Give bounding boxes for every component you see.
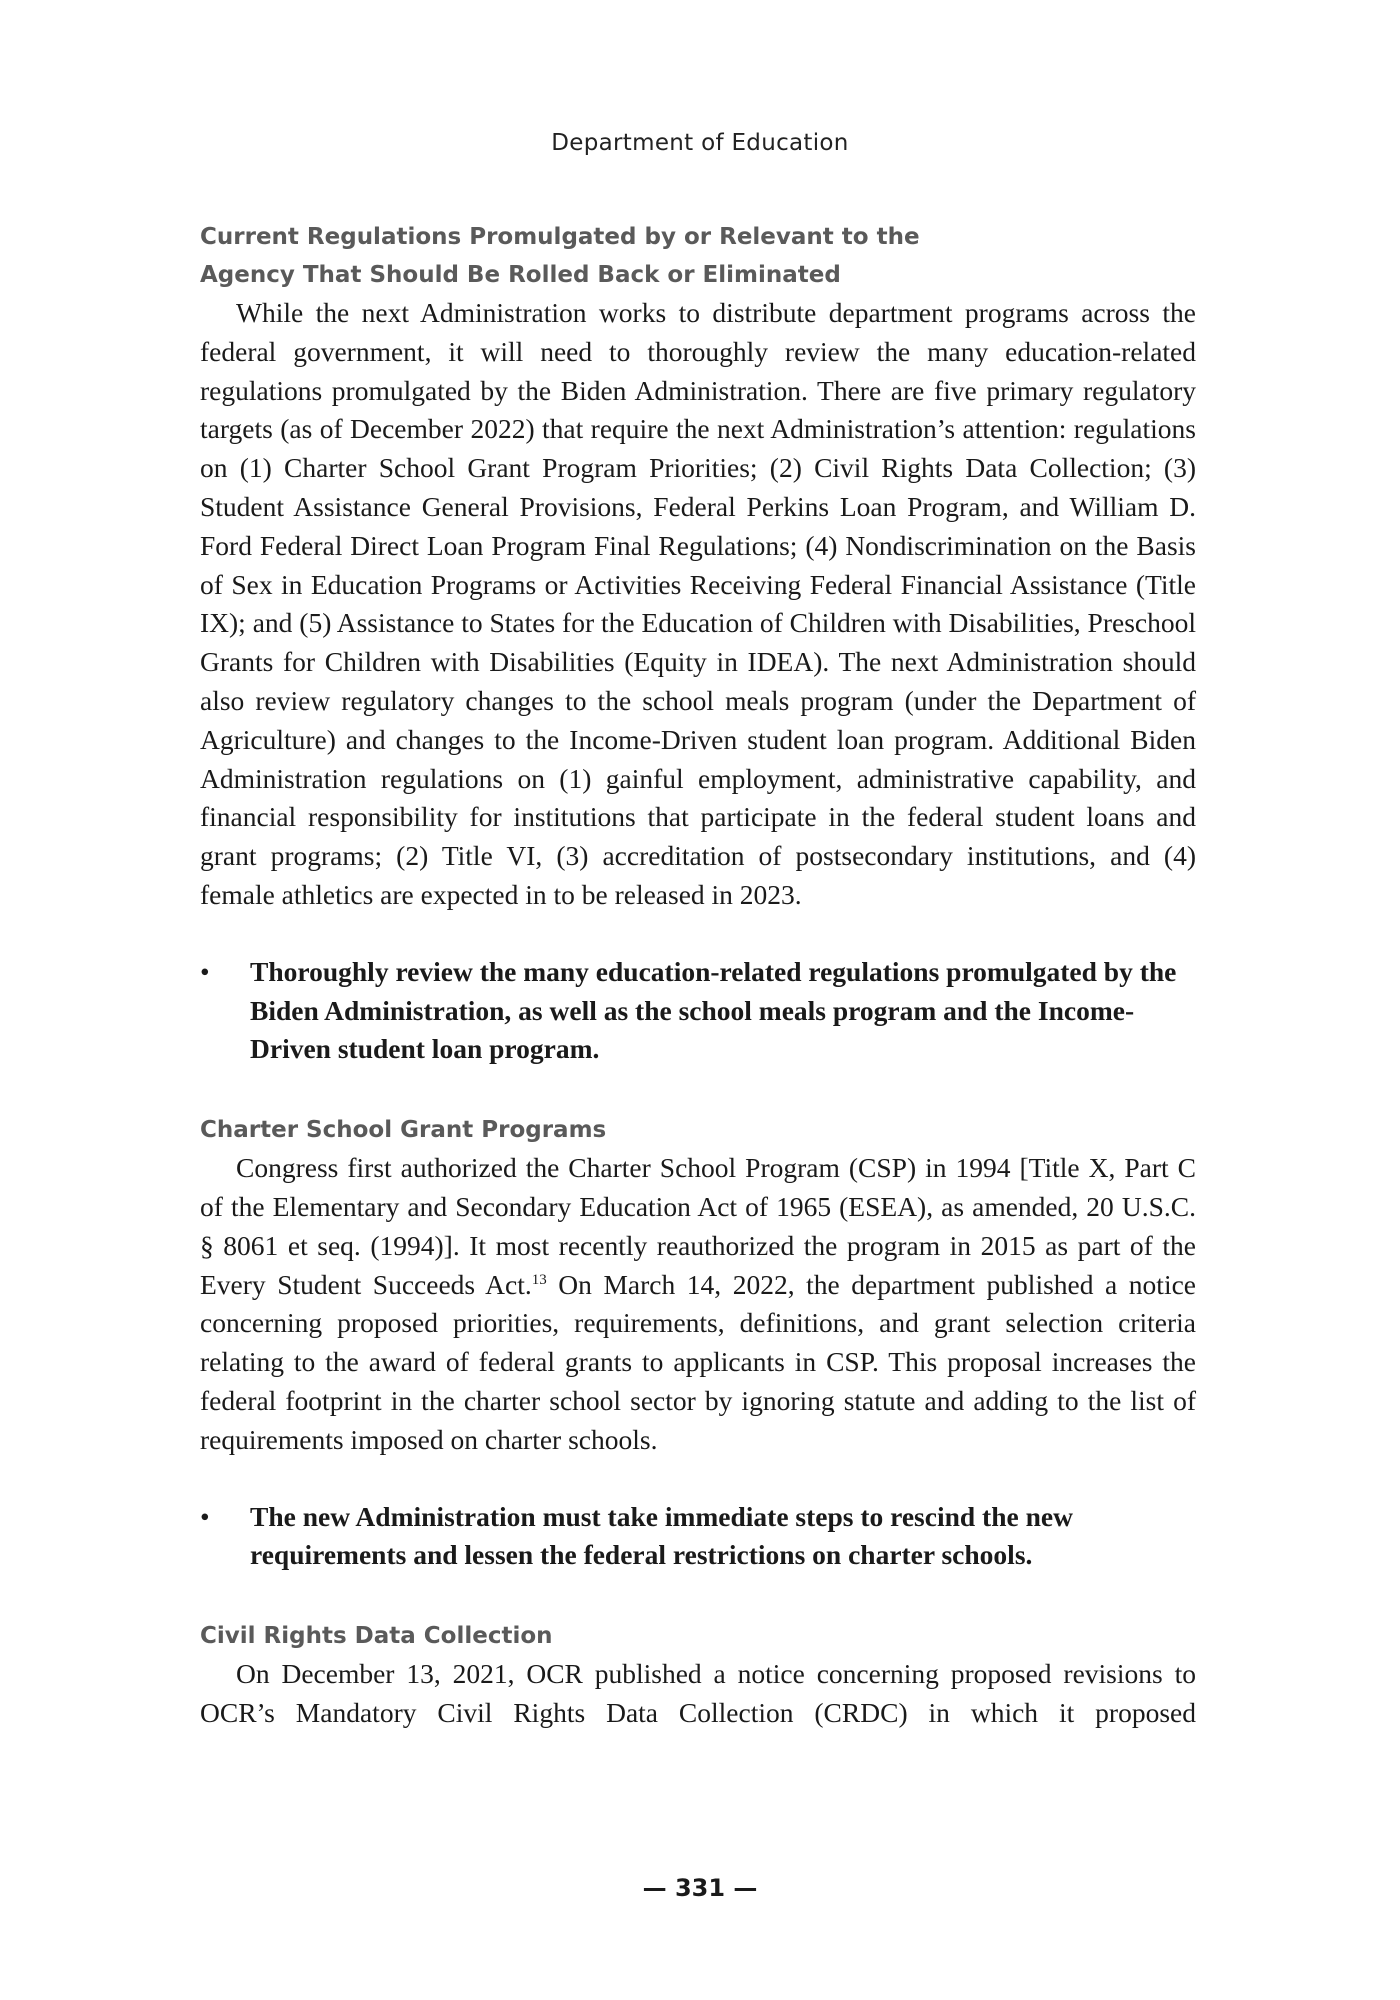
section-heading-civil-rights-data: Civil Rights Data Collection: [200, 1623, 553, 1650]
footnote-reference[interactable]: 13: [531, 1271, 547, 1288]
paragraph-charter-part-a: Congress first authorized the Charter School Program (CSP) in 1994 [Title X, Part C of the Elementary and Secondary Education Act of 1965 (ESEA), as amended, 20 U.S.C. § 8061 et seq. (1994)]. It most recently reauthorized the program in 2015 as part of the Every Student Succeeds Act.: [200, 1152, 1196, 1300]
recommendation-text: The new Administration must take immediate steps to rescind the new requirements and lessen the federal restrictions on charter schools.: [250, 1500, 1073, 1571]
section-heading-charter-school: Charter School Grant Programs: [200, 1117, 607, 1144]
page-number: — 331 —: [642, 1874, 758, 1902]
bullet-icon: •: [200, 1500, 210, 1532]
page-content: [200, 218, 1196, 1733]
bullet-icon: •: [200, 955, 210, 987]
recommendation-review-regulations: [200, 953, 1196, 1069]
section-heading-current-regulations: Current Regulations Promulgated by or Relevant to the Agency That Should Be Rolled Back or Eliminated: [200, 224, 920, 288]
paragraph-charter-part-b: On March 14, 2022, the department published a notice concerning proposed priorities, requirements, definitions, and grant selection criteria relating to the award of federal grants to applicants in CSP. This proposal increases the federal footprint in the charter school sector by ignoring statute and adding to the list of requirements imposed on charter schools.: [200, 1268, 1197, 1455]
running-head: Department of Education: [551, 130, 849, 156]
paragraph-civil-rights-data: On December 13, 2021, OCR published a notice concerning proposed revisions to OCR’s Mandatory Civil Rights Data Collection (CRDC) in which it proposed: [200, 1658, 1196, 1728]
recommendation-text: Thoroughly review the many education-related regulations promulgated by the Biden Administration, as well as the school meals program and the Income-Driven student loan program.: [250, 955, 1177, 1065]
recommendation-rescind-requirements: [200, 1498, 1196, 1576]
paragraph-current-regulations: While the next Administration works to distribute department programs across the federal government, it will need to thoroughly review the many education-related regulations promulgated by the Biden Administration. There are five primary regulatory targets (as of December 2022) that require the next Administration’s attention: regulations on (1) Charter School Grant Program Priorities; (2) Civil Rights Data Collection; (3) Student Assistance General Provisions, Federal Perkins Loan Program, and William D. Ford Federal Direct Loan Program Final Regulations; (4) Nondiscrimination on the Basis of Sex in Education Programs or Activities Receiving Federal Financial Assistance (Title IX); and (5) Assistance to States for the Education of Children with Disabilities, Preschool Grants for Children with Disabilities (Equity in IDEA). The next Administration should also review regulatory changes to the school meals program (under the Department of Agriculture) and changes to the Income-Driven student loan program. Additional Biden Administration regulations on (1) gainful employment, administrative capability, and financial responsibility for institutions that participate in the federal student loans and grant programs; (2) Title VI, (3) accreditation of postsecondary institutions, and (4) female athletics are expected in to be released in 2023.: [200, 297, 1196, 910]
paragraph-charter-school: [200, 1149, 1196, 1459]
